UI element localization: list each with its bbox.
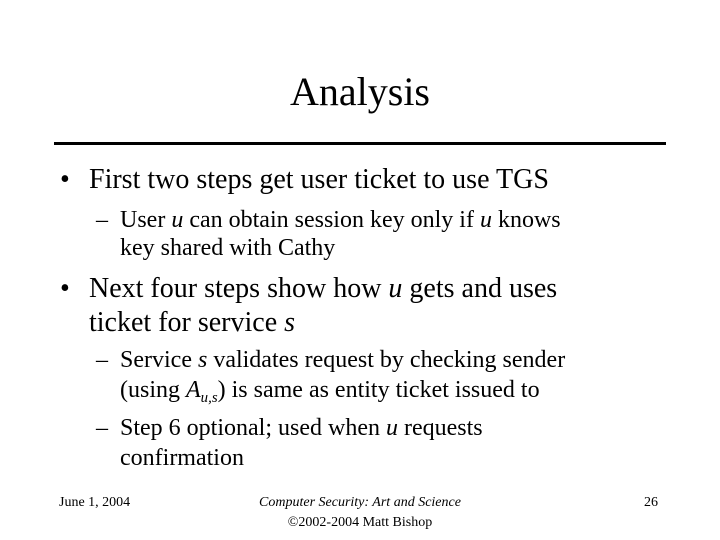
bullet-marker: •	[60, 273, 70, 304]
sub-bullet-text-continued: confirmation	[120, 445, 244, 471]
slide-title: Analysis	[290, 69, 430, 114]
footer-course-title: Computer Security: Art and Science	[259, 495, 461, 510]
sub-bullet-text: Service s validates request by checking sender	[120, 347, 566, 373]
sub-bullet-text: User u can obtain session key only if u knows	[120, 207, 561, 233]
sub-bullet-text-continued: key shared with Cathy	[120, 235, 336, 261]
bullet-text: First two steps get user ticket to use TGS	[89, 164, 549, 195]
footer-date: June 1, 2004	[59, 495, 131, 510]
bullet-marker: •	[60, 164, 70, 195]
sub-bullet-text-continued: (using $A_{u,s}$) is same as entity ticket issued to	[120, 377, 540, 407]
bullet-text: Next four steps show how u gets and uses	[89, 273, 558, 304]
bullet-text-continued: ticket for service s	[89, 307, 296, 338]
sub-bullet-marker: –	[96, 207, 108, 233]
footer-copyright: ©2002-2004 Matt Bishop	[287, 515, 433, 530]
footer-page-number: 26	[644, 495, 658, 510]
sub-bullet-marker: –	[96, 415, 108, 441]
sub-bullet-text: Step 6 optional; used when u requests	[120, 415, 483, 441]
title-underline-rule	[54, 142, 666, 145]
sub-bullet-marker: –	[96, 347, 108, 373]
